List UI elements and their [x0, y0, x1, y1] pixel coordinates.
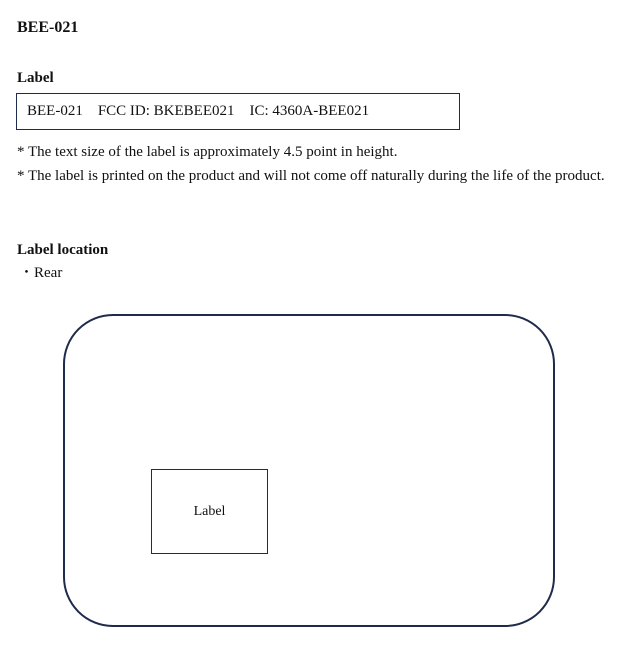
- location-item-rear: ・Rear: [19, 265, 63, 281]
- note-text-size: * The text size of the label is approximately 4.5 point in height.: [17, 144, 398, 160]
- note-printed-label: * The label is printed on the product and will not come off naturally during the life of the product.: [17, 168, 605, 184]
- label-location-heading: Label location: [17, 242, 109, 258]
- label-heading: Label: [17, 70, 54, 86]
- document-title: BEE-021: [17, 19, 79, 36]
- device-rear-outline: [63, 314, 555, 627]
- label-text-box: BEE-021 FCC ID: BKEBEE021 IC: 4360A-BEE021: [16, 93, 460, 130]
- label-area-text: Label: [193, 503, 226, 519]
- label-area: [151, 469, 268, 554]
